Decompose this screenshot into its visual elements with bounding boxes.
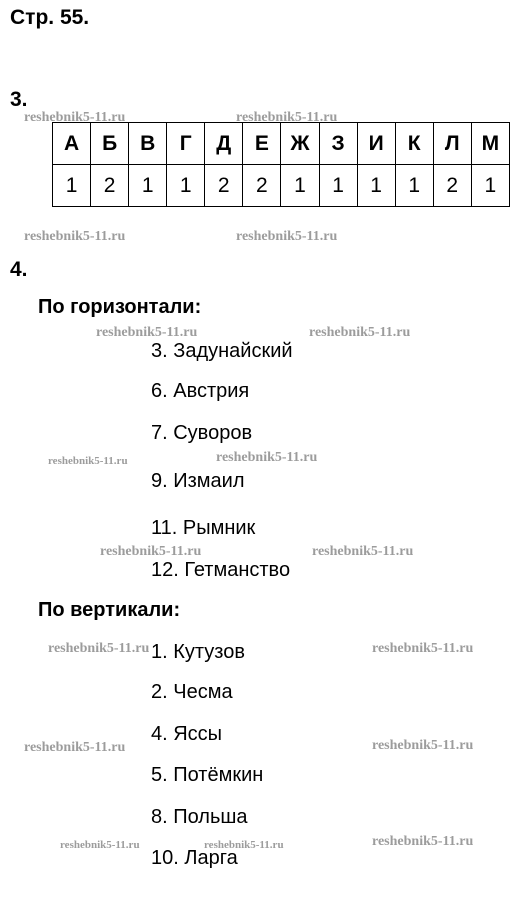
task-3-number: 3. — [10, 88, 28, 111]
horizontal-answer: 6. Австрия — [151, 380, 250, 402]
values-row — [53, 165, 510, 207]
value-cell: 1 — [167, 165, 205, 207]
task-4-number: 4. — [10, 258, 28, 281]
watermark: reshebnik5-11.ru — [24, 110, 126, 125]
letter-cell: З — [319, 123, 357, 165]
watermark: reshebnik5-11.ru — [48, 641, 150, 656]
watermark: reshebnik5-11.ru — [96, 325, 198, 340]
value-cell: 1 — [53, 165, 91, 207]
letter-cell: Б — [91, 123, 129, 165]
answer-table — [52, 122, 510, 207]
watermark: reshebnik5-11.ru — [100, 544, 202, 559]
horizontal-answer: 7. Суворов — [151, 422, 253, 444]
vertical-answer: 8. Польша — [151, 806, 248, 828]
watermark: reshebnik5-11.ru — [372, 738, 474, 753]
value-cell: 1 — [319, 165, 357, 207]
watermark: reshebnik5-11.ru — [372, 834, 474, 849]
watermark: reshebnik5-11.ru — [60, 839, 140, 851]
letter-cell: Ж — [281, 123, 319, 165]
vertical-answer: 4. Яссы — [151, 723, 223, 745]
letter-cell: В — [129, 123, 167, 165]
letters-row — [53, 123, 510, 165]
watermark: reshebnik5-11.ru — [236, 229, 338, 244]
letter-cell: К — [395, 123, 433, 165]
horizontal-answer: 11. Рымник — [151, 517, 256, 539]
page-title: Стр. 55. — [10, 6, 90, 29]
value-cell: 2 — [433, 165, 471, 207]
watermark: reshebnik5-11.ru — [312, 544, 414, 559]
horizontal-heading: По горизонтали: — [38, 296, 202, 318]
watermark: reshebnik5-11.ru — [236, 110, 338, 125]
value-cell: 1 — [471, 165, 509, 207]
letter-cell: Л — [433, 123, 471, 165]
letter-cell: Д — [205, 123, 243, 165]
letter-cell: Г — [167, 123, 205, 165]
watermark: reshebnik5-11.ru — [24, 740, 126, 755]
watermark: reshebnik5-11.ru — [372, 641, 474, 656]
letter-cell: Е — [243, 123, 281, 165]
value-cell: 1 — [281, 165, 319, 207]
watermark: reshebnik5-11.ru — [216, 450, 318, 465]
value-cell: 2 — [243, 165, 281, 207]
value-cell: 1 — [395, 165, 433, 207]
vertical-answer: 5. Потёмкин — [151, 764, 264, 786]
horizontal-answer: 3. Задунайский — [151, 340, 293, 362]
value-cell: 1 — [357, 165, 395, 207]
horizontal-answer: 12. Гетманство — [151, 559, 291, 581]
watermark: reshebnik5-11.ru — [204, 839, 284, 851]
letter-cell: А — [53, 123, 91, 165]
horizontal-answer: 9. Измаил — [151, 470, 245, 492]
vertical-answer: 10. Ларга — [151, 847, 238, 869]
value-cell: 2 — [91, 165, 129, 207]
vertical-heading: По вертикали: — [38, 599, 181, 621]
letter-cell: М — [471, 123, 509, 165]
vertical-answer: 2. Чесма — [151, 681, 233, 703]
value-cell: 1 — [129, 165, 167, 207]
watermark: reshebnik5-11.ru — [309, 325, 411, 340]
watermark: reshebnik5-11.ru — [48, 455, 128, 467]
vertical-answer: 1. Кутузов — [151, 641, 245, 663]
value-cell: 2 — [205, 165, 243, 207]
letter-cell: И — [357, 123, 395, 165]
watermark: reshebnik5-11.ru — [24, 229, 126, 244]
